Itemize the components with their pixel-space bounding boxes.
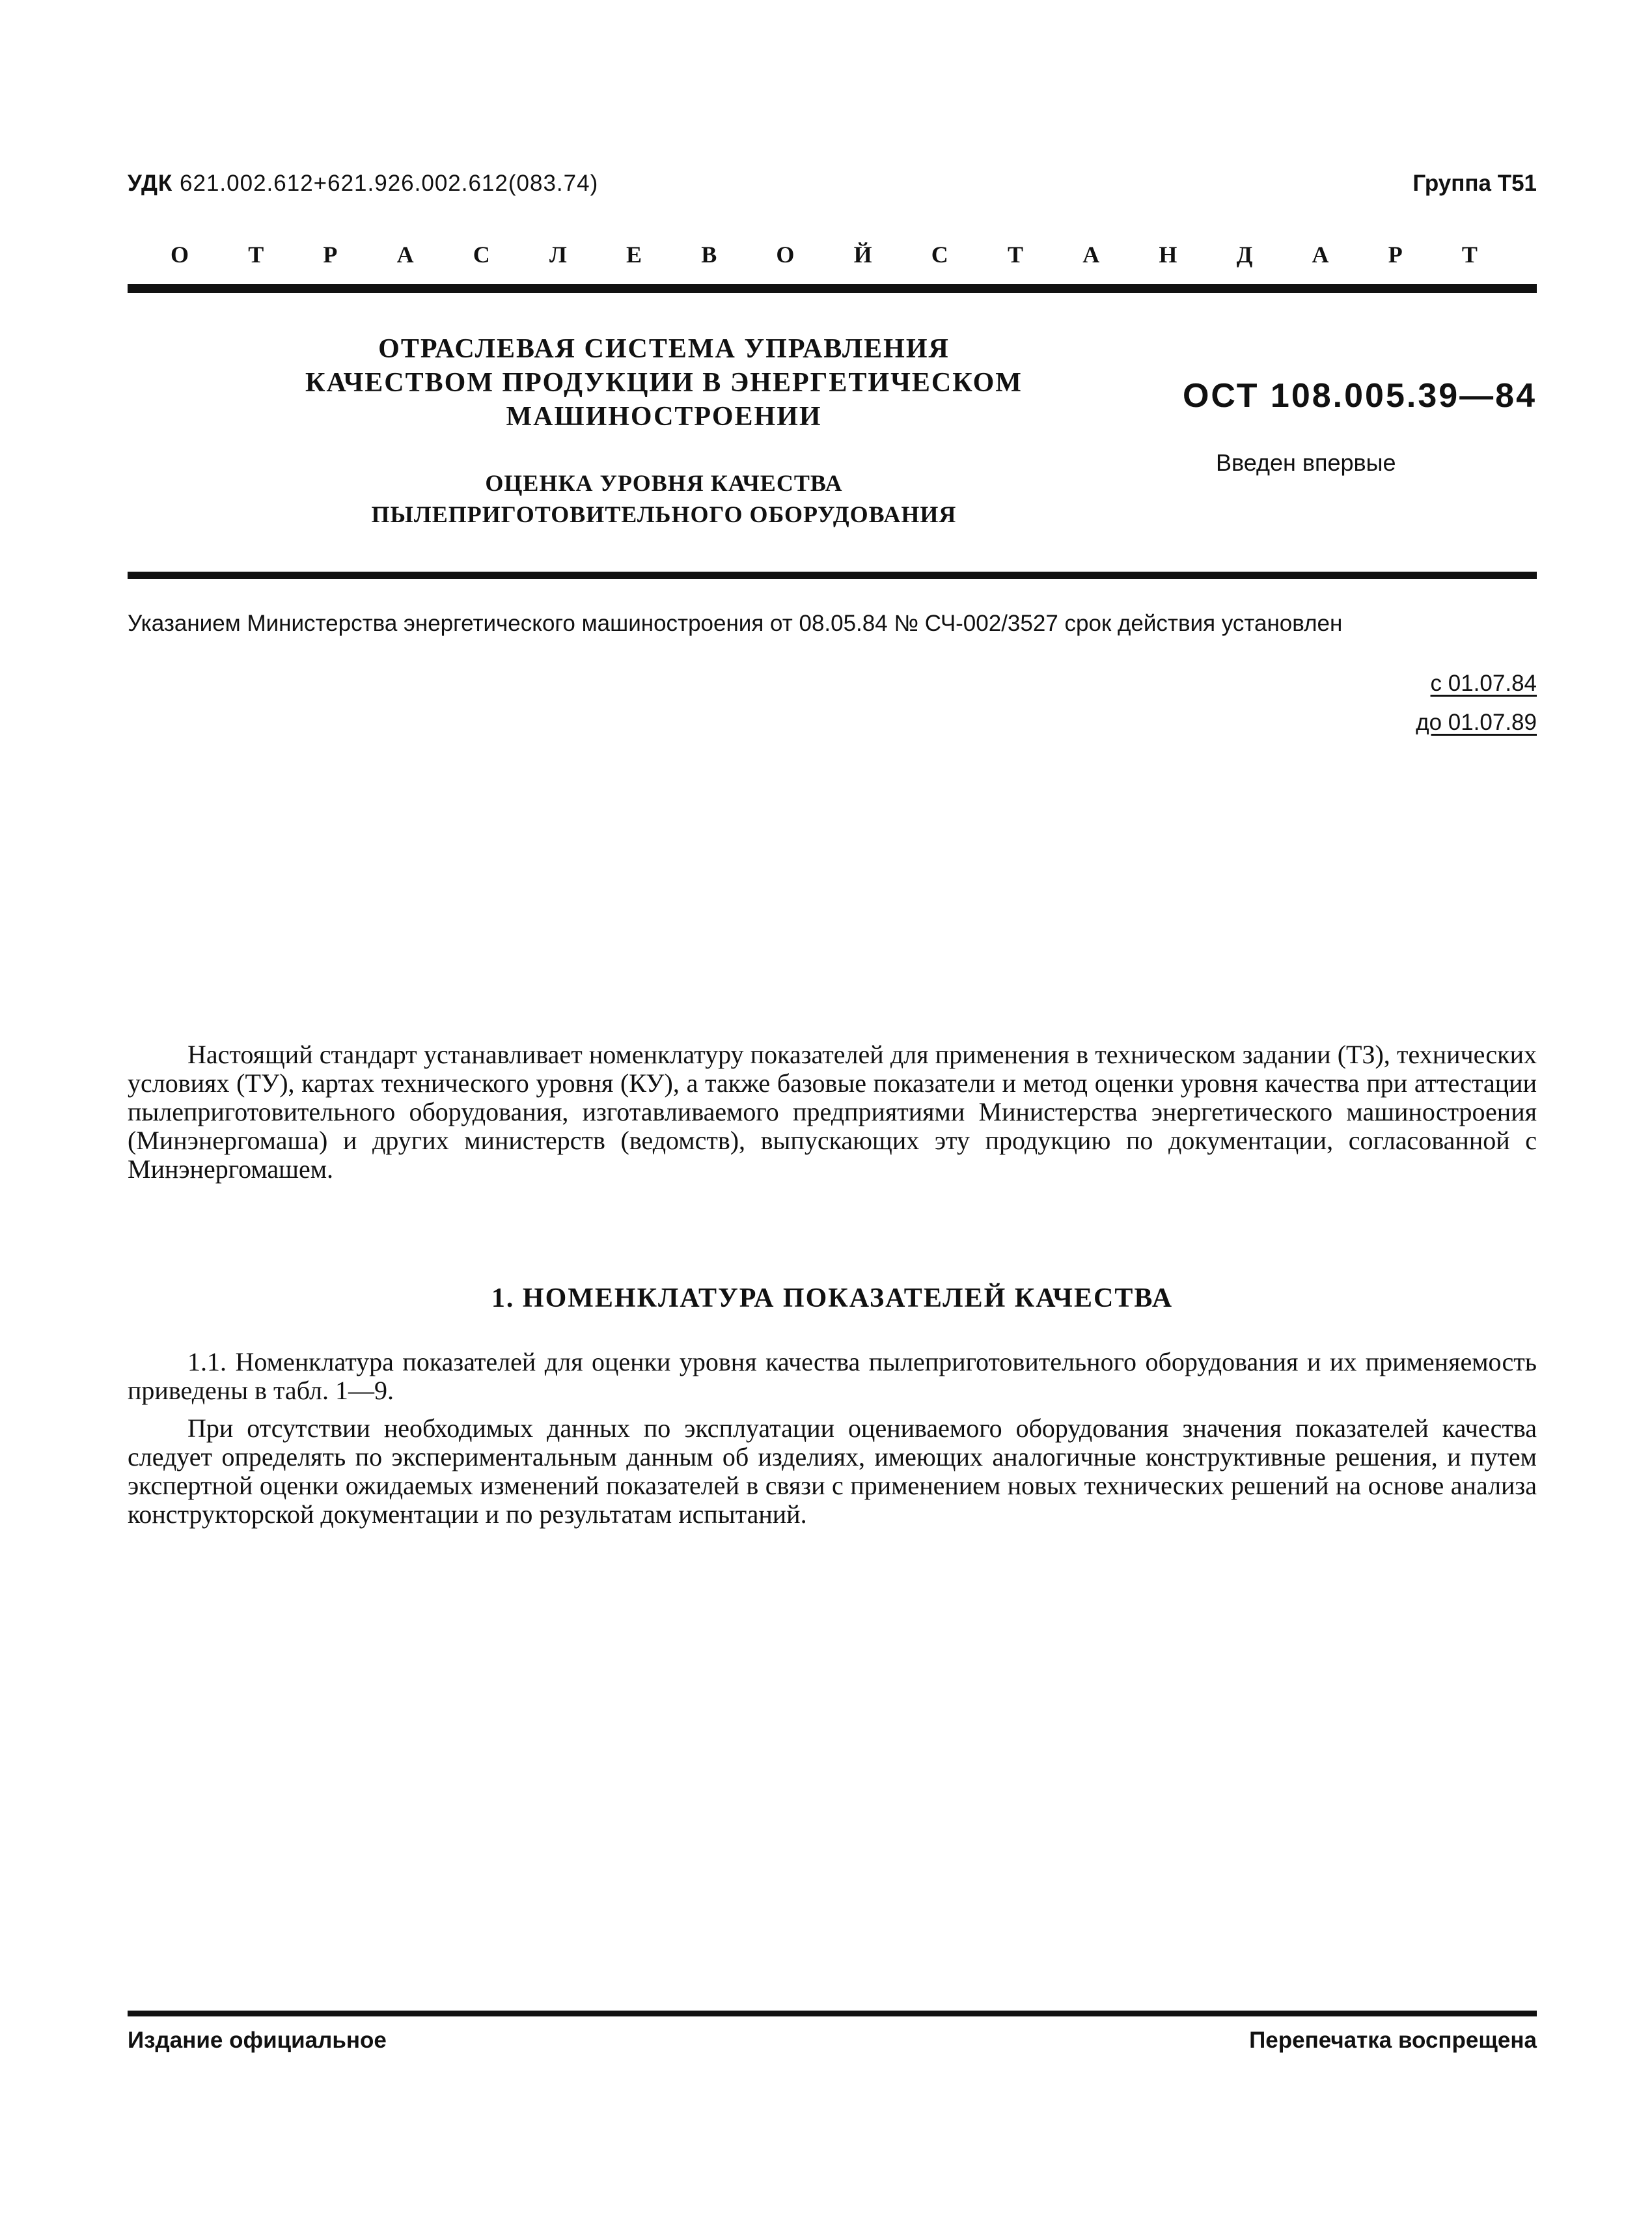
section-heading: 1. НОМЕНКЛАТУРА ПОКАЗАТЕЛЕЙ КАЧЕСТВА	[491, 1283, 1174, 1313]
banner-letter: О	[171, 242, 189, 268]
udk-line	[128, 171, 598, 197]
introduced-note: Введен впервые	[1216, 449, 1396, 476]
clause-1-1: 1.1. Номенклатура показателей для оценки уровня качества пылеприготовительного оборудования и их применяемость приведены в табл. 1—9.	[128, 1347, 1537, 1405]
banner-letter: Р	[323, 242, 338, 268]
valid-from-date: с 01.07.84	[1430, 671, 1537, 696]
banner-letter: Т	[1007, 242, 1023, 268]
banner-letter: В	[701, 242, 717, 268]
intro-paragraph: Настоящий стандарт устанавливает номенклатуру показателей для применения в техническом задании (ТЗ), технических условиях (ТУ), картах технического уровня (КУ), а также базовые показатели и метод оценки уровня качества при аттестации пылеприготовительного оборудования, изготавливаемого предприятиями Министерства энергетического машиностроения (Минэнергомаша) и других министерств (ведомств), выпускающих эту продукцию по документации, согласованной с Минэнергомашем.	[128, 1040, 1537, 1184]
udk-label: УДК	[128, 171, 173, 196]
banner-letter: С	[931, 242, 948, 268]
document-subject: ОЦЕНКА УРОВНЯ КАЧЕСТВА ПЫЛЕПРИГОТОВИТЕЛЬНОГО ОБОРУДОВАНИЯ	[371, 470, 957, 527]
system-title: ОТРАСЛЕВАЯ СИСТЕМА УПРАВЛЕНИЯ КАЧЕСТВОМ ПРОДУКЦИИ В ЭНЕРГЕТИЧЕСКОМ МАШИНОСТРОЕНИИ	[305, 334, 1023, 432]
banner-letter: Д	[1236, 242, 1253, 268]
reprint-prohibited-note: Перепечатка воспрещена	[1249, 2028, 1537, 2053]
udk-code: 621.002.612+621.926.002.612(083.74)	[180, 171, 599, 196]
banner-letter: Н	[1159, 242, 1177, 268]
banner-letter: А	[1312, 242, 1329, 268]
banner-letter: С	[473, 242, 490, 268]
title-block	[260, 332, 1067, 530]
banner-letter: А	[396, 242, 414, 268]
top-divider	[128, 284, 1537, 293]
banner-letter: Е	[626, 242, 642, 268]
clause-1-1-continuation: При отсутствии необходимых данных по эксплуатации оцениваемого оборудования значения показателей качества следует определять по экспериментальным данным об изделиях, имеющих аналогичные конструктивные решения, и путем экспертной оценки ожидаемых изменений показателей в связи с применением новых технических решений на основе анализа конструкторской документации и по результатам испытаний.	[128, 1414, 1537, 1529]
banner-letter: Т	[1461, 242, 1478, 268]
banner-letter: Л	[549, 242, 567, 268]
validity-statement: Указанием Министерства энергетического машиностроения от 08.05.84 № СЧ-002/3527 срок действия установлен	[128, 611, 1343, 636]
banner-letter: Т	[248, 242, 264, 268]
banner-letter: О	[776, 242, 795, 268]
valid-to-date: до 01.07.89	[1416, 710, 1537, 735]
group-code: Группа Т51	[1412, 171, 1537, 196]
standard-code: ОСТ 108.005.39—84	[1182, 377, 1537, 415]
footer-divider	[128, 2011, 1537, 2016]
banner-letter: А	[1082, 242, 1100, 268]
banner-letter: Й	[853, 242, 872, 268]
standard-banner	[171, 241, 1478, 268]
banner-letter: Р	[1388, 242, 1403, 268]
title-divider	[128, 572, 1537, 579]
official-edition-note: Издание официальное	[128, 2028, 387, 2053]
